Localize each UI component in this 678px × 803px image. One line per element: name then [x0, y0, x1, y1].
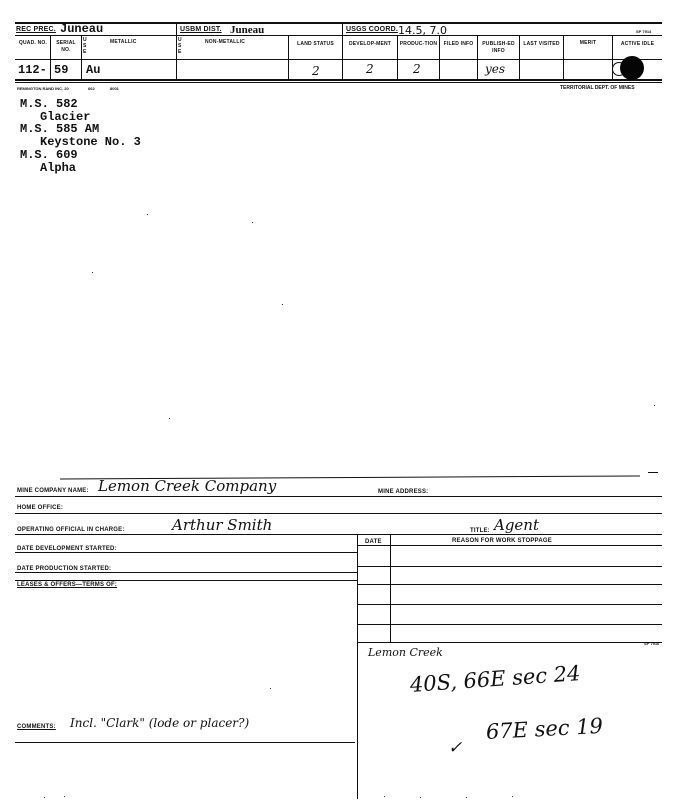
quad-serial-value: 112- 59	[18, 63, 69, 77]
col-quad-no: QUAD. NO.	[18, 40, 48, 46]
form-number: SP 7914	[636, 29, 652, 34]
usbm-dist-value: Juneau	[230, 24, 265, 36]
note-line-2: 67E sec 19	[485, 713, 604, 744]
mine-company-name-value: Lemon Creek Company	[98, 477, 277, 495]
production-value: 2	[413, 62, 421, 76]
date-column-header: DATE	[365, 539, 382, 545]
col-metallic-use: U S E	[83, 37, 87, 55]
department-label: TERRITORIAL DEPT. OF MINES	[560, 85, 635, 91]
mine-company-name-label: MINE COMPANY NAME:	[17, 488, 89, 494]
col-development: DEVELOP-MENT	[348, 41, 392, 47]
col-published-info: PUBLISH-ED INFO	[482, 41, 515, 54]
col-serial-no: SERIAL NO.	[56, 40, 76, 53]
note-line-1: 40S, 66E sec 24	[409, 661, 582, 697]
claim-ms-2: M.S. 585 AM	[20, 122, 100, 136]
col-nonmetallic-use: U S E	[178, 37, 182, 55]
note-location: Lemon Creek	[368, 646, 443, 659]
usbm-dist-label: USBM DIST.	[180, 26, 222, 33]
reason-column-header: REASON FOR WORK STOPPAGE	[452, 538, 552, 544]
col-filed-info: FILED INFO	[443, 41, 474, 47]
col-land-status: LAND STATUS	[297, 41, 334, 47]
published-info-value: yes	[485, 62, 506, 76]
operating-official-value: Arthur Smith	[172, 516, 273, 534]
printer-code-2: 8001	[110, 86, 119, 91]
claim-ms-1: M.S. 582	[20, 97, 78, 111]
col-production: PRODUC-TION	[399, 41, 438, 47]
rec-prec-value: Juneau	[60, 22, 104, 36]
col-nonmetallic: NON-METALLIC	[205, 39, 246, 45]
idle-marker-outline	[612, 62, 626, 76]
col-active-idle: ACTIVE IDLE	[620, 41, 655, 47]
date-development-label: DATE DEVELOPMENT STARTED:	[17, 546, 117, 552]
title-value: Agent	[494, 516, 539, 534]
development-value: 2	[366, 62, 374, 76]
comments-value: Incl. "Clark" (lode or placer?)	[70, 716, 250, 730]
usgs-coord-label: USGS COORD.	[346, 26, 398, 33]
metallic-value: Au	[86, 63, 101, 77]
printer-line: REMINGTON RAND INC. 20	[17, 86, 69, 91]
printer-code-1: 662	[88, 86, 95, 91]
leases-label: LEASES & OFFERS—TERMS OF:	[17, 582, 118, 588]
claim-name-1: Glacier	[40, 110, 91, 124]
col-metallic: METALLIC	[110, 39, 137, 45]
comments-label: COMMENTS:	[17, 724, 56, 730]
rec-prec-label: REC PREC.	[16, 26, 56, 33]
claim-name-2: Keystone No. 3	[40, 135, 141, 149]
home-office-label: HOME OFFICE:	[17, 505, 64, 511]
date-production-label: DATE PRODUCTION STARTED:	[17, 566, 112, 572]
title-label: TITLE:	[470, 528, 490, 534]
col-last-visited: LAST VISITED	[523, 41, 560, 47]
operating-official-label: OPERATING OFFICIAL IN CHARGE:	[17, 527, 125, 533]
mine-address-label: MINE ADDRESS:	[378, 489, 429, 495]
claim-name-3: Alpha	[40, 161, 77, 175]
claim-ms-3: M.S. 609	[20, 148, 78, 162]
usgs-coord-value: 14.5, 7.0	[398, 24, 447, 37]
col-merit: MERIT	[579, 40, 597, 46]
note-check: ✓	[448, 738, 463, 758]
lower-form-number: SP 7916	[644, 641, 660, 646]
land-status-value: 2	[312, 64, 320, 78]
